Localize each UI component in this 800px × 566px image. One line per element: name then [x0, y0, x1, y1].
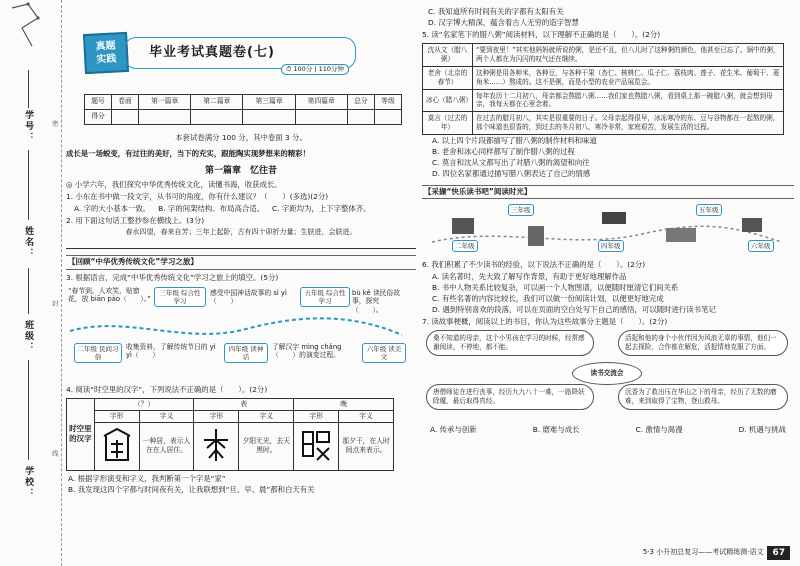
q7-option-c[interactable]: C. 激情与渴漫 [635, 425, 683, 435]
summary-bubble-1: 桑不知道的母亲，这个小男孩在学习的时候，经常感谢阅读，不停地，都不能。 [426, 330, 594, 356]
q4-option-a[interactable]: A. 根据字形演变和字义，我判断第一个字是“家” [68, 473, 226, 483]
score-header-cell: 第四篇章 [295, 95, 347, 110]
grade-tag: 三年级 [508, 204, 534, 216]
section-bar: 【采撷“快乐读书吧”阅读时光】 [422, 185, 794, 199]
grade-tag: 六年级 [748, 240, 774, 252]
meaning-cell: 那夕干，在人时间点来表示。 [339, 422, 394, 470]
meaning-cell: 一种居，表示人在在人居住。 [139, 422, 194, 470]
option-c[interactable]: C. 字距均为，上下字整体齐。 [272, 204, 371, 214]
reading-material-table [422, 43, 784, 135]
q6-option-c[interactable]: C. 有些名著的内容比较长，我们可以做一份阅读计划，以便更好地完成 [432, 294, 664, 304]
score-header-cell: 卷面 [112, 95, 139, 110]
q5-option-c[interactable]: C. 莫言和沈从文都写出了对腊八粥的渴望和向往 [432, 158, 590, 168]
chapter-title: 第一篇章 忆往昔 [204, 165, 277, 176]
right-column [422, 6, 794, 562]
binding-line [28, 150, 29, 220]
question-1-options [74, 204, 416, 214]
author-cell: 沈从文（腊八粥） [423, 43, 473, 66]
chinese-characters-table [66, 398, 394, 471]
score-table [84, 94, 402, 125]
badge-line: 真题 [95, 40, 116, 53]
question-7-options [422, 425, 794, 435]
grade-box-4: 四年级 读神话 [224, 343, 268, 363]
excerpt-cell: 这种粥是用各种米，各种豆，与各种干果（杏仁、核桃仁、瓜子仁、荔枝肉、莲子、花生米、葡萄干、菱角米……）熬成的。这不是粥，而是小型的农业产品展览会。 [473, 66, 784, 89]
q7-option-d[interactable]: D. 机遇与挑战 [738, 425, 786, 435]
title-box [124, 37, 356, 74]
author-cell: 老舍（北京的春节） [423, 66, 473, 89]
sub-head: 字义 [139, 410, 194, 422]
grade-tag: 二年级 [452, 240, 478, 252]
excerpt-cell: “要到夜里！”其实他妈妈就所说的粥，是还不且，但八儿时了这种粥的颜色，他甚至已忘了。锅中的粥，两个人都在为闪闪的叹气还在继续。 [473, 43, 784, 66]
option-a[interactable]: A. 字的大小基本一致。 [74, 204, 151, 214]
score-cell[interactable] [139, 110, 191, 125]
score-header-cell: 第一篇章 [139, 95, 191, 110]
section-bar: 【回顾“中华优秀传统文化”学习之旅】 [66, 255, 416, 269]
chapter-intro: ◎ 小学六年，我们探究中华优秀传统文化，读懂书海，收获成长。 [66, 180, 282, 190]
question-6: 6. 我们积累了不少读书的经验，以下说法不正确的是（ ）。(2分) [422, 260, 646, 270]
excerpt-cell: 每年农历十二月初八，母亲都会熬腊八粥……我们家也熬腊八粥，看到桌上那一碗腊八粥，就会想到母亲，我每天都在心里念着。 [473, 89, 784, 112]
question-3: 3. 根据语言，完成“中华优秀传统文化”学习之旅上的填空。(5分) [66, 272, 279, 282]
question-2-quote: 春水四望，春来自芳；三年上起卧，古有四十卯折力量；生肤进，会肤进。 [125, 228, 357, 237]
answer-line[interactable] [66, 239, 416, 249]
question-1: 1. 小东在书中做一段文字，从书可的角度，你有什么建议？（ ）(多选)(2分) [66, 192, 329, 202]
journey-stop-2: 感受中国神话故事的 sì yì（ ） [210, 288, 287, 306]
journey-stop-5: 了解汉字 mìng chǎng（ ）的演变过程。 [272, 342, 342, 360]
score-header-cell: 等级 [374, 95, 401, 110]
student-number-label: 学号： [23, 110, 34, 143]
score-cell: 得分 [85, 110, 112, 125]
q5-option-d[interactable]: D. 四位名家都通过描写腊八粥表达了自己的情感 [432, 169, 591, 179]
score-cell[interactable] [191, 110, 243, 125]
question-4: 4. 阅读“时空里的汉字”，下列说法不正确的是（ ）。(2分) [66, 384, 268, 394]
table-row [423, 112, 784, 135]
score-cell[interactable] [347, 110, 374, 125]
char-head: （？） [94, 398, 194, 410]
book-summary-bubbles [422, 330, 794, 422]
author-cell: 莫言（过去的年） [423, 112, 473, 135]
table-row [423, 43, 784, 66]
char-head: 表 [194, 398, 294, 410]
score-cell[interactable] [374, 110, 401, 125]
binding-line [28, 360, 29, 460]
table-side-label: 时空里的汉字 [67, 398, 95, 470]
page-footer [643, 546, 790, 560]
summary-bubble-2: 活捉和他的身个小伙伴因为风浪无辜的事情，他们一起去探险，合作都在解危，活捉情地克服了方面。 [618, 330, 788, 356]
score-cell[interactable] [112, 110, 139, 125]
sub-head: 字义 [339, 410, 394, 422]
grade-tag: 五年级 [696, 204, 722, 216]
score-note: 本套试卷满分 100 分，其中卷面 3 分。 [175, 133, 307, 142]
school-label: 学校： [23, 466, 34, 499]
exam-title: 毕业考试真题卷(七) [149, 45, 275, 61]
footer-text: 5·3 小升初总复习——考试精练测·语文 [642, 548, 764, 557]
summary-bubble-4: 沉香为了救出压在华山之下的母亲，经历了无数的磨难，来到取得了宝物，登山救母。 [618, 384, 788, 410]
sub-head: 字形 [294, 410, 339, 422]
exam-header [84, 34, 416, 72]
score-time-text: 100分 | 110分钟 [293, 65, 344, 74]
q4-option-d[interactable]: D. 汉字博大精深，蕴含着古人无穷的造字智慧 [428, 17, 579, 27]
class-label: 班级： [23, 320, 34, 353]
score-cell[interactable] [243, 110, 295, 125]
journey-stop-3: bù kě 读民俗故事，探究（ ）。 [352, 288, 401, 314]
question-7: 7. 读故事梗概，阅读以上的书目，你认为这些故事分主题是（ ）。(2分) [422, 317, 668, 327]
practice-badge [83, 32, 129, 74]
char-head: 晚 [294, 398, 394, 410]
grade-box-2: 五年级 综合性学习 [300, 287, 350, 307]
ancient-glyph-image [194, 422, 239, 470]
motto: 成长是一场蜕变，有过往的美好，当下的充实，跟能陶实现梦想来的精彩！ [66, 148, 310, 158]
q6-option-a[interactable]: A. 读名著时，先大致了解写作背景，有助于更好地理解作品 [432, 272, 627, 282]
q6-option-b[interactable]: B. 书中人物关系比较复杂，可以画一个人物图谱，以便随时厘清它们间关系 [432, 283, 679, 293]
q4-option-c[interactable]: C. 我知道所有时间有关的字都有太阳有关 [428, 7, 564, 16]
seal-mark: 封 [50, 300, 59, 307]
score-cell[interactable] [295, 110, 347, 125]
q7-option-b[interactable]: B. 磨难与成长 [532, 425, 580, 435]
table-row [423, 66, 784, 89]
left-column [66, 6, 416, 562]
grade-tag: 四年级 [598, 240, 624, 252]
excerpt-cell: 在过去的腊月初八，其实是很重要的日子。父母亲起得很早，冰冻寒冷的东、豆与谷物都在一起熬的粥，那个味道也很香的，到过去的冬月初八，寒冷非常，家庭艰苦，发展生活的过程。 [473, 112, 784, 135]
score-header-cell: 题号 [85, 95, 112, 110]
journey-stop-1: “春节到，人欢笑，贴窗花，放 biān pào（ ）。” [68, 286, 151, 304]
sub-head: 字形 [94, 410, 139, 422]
grade-box-1: 三年级 综合性学习 [154, 287, 206, 307]
score-header-cell: 第二篇章 [191, 95, 243, 110]
q7-option-a[interactable]: A. 传承与创新 [430, 425, 477, 435]
exam-meta: ⏱ 100分 | 110分钟 [281, 64, 349, 75]
page-number: 67 [767, 546, 790, 560]
binding-line [28, 268, 29, 314]
q5-option-b[interactable]: B. 老舍和冰心同样都写了制作腊八粥的过程 [432, 147, 575, 157]
sub-head: 字形 [194, 410, 239, 422]
q5-option-a[interactable]: A. 以上四个片段都描写了腊八粥的制作材料和味道 [432, 136, 597, 146]
question-5: 5. 读“名家笔下的腊八粥”阅读材料，以下理解不正确的是（ ）。(2分) [422, 29, 661, 39]
q4-option-b[interactable]: B. 我发现这四个字都与时间夜有关，让我联想到“旦、早、晨”都和白天有关 [68, 484, 315, 494]
book-club-circle: 读书交流会 [572, 362, 642, 385]
learning-journey [66, 285, 416, 383]
badge-line: 实践 [96, 53, 117, 66]
student-name-label: 姓名： [23, 226, 34, 259]
score-header-cell: 第三篇章 [243, 95, 295, 110]
journey-stop-4: 收集资料，了解传统节日的 yì yì（ ） [126, 342, 216, 360]
sub-head: 字义 [239, 410, 294, 422]
binding-margin [0, 0, 62, 566]
option-b[interactable]: B. 字的间架结构、布局高合适。 [158, 204, 265, 214]
score-header-cell: 总分 [347, 95, 374, 110]
question-2: 2. 用下面这句话工整抄参在横线上。(3分) [66, 216, 205, 226]
author-cell: 冰心（腊八粥） [423, 89, 473, 112]
stitch-decoration-icon [8, 0, 48, 60]
grade-box-5: 六年级 读美文 [362, 343, 406, 363]
reading-bookshelf-illustration [422, 202, 794, 258]
ancient-glyph-image [94, 422, 139, 470]
seal-mark: 线 [50, 450, 59, 457]
meaning-cell: 夕阳无光，去天黑时。 [239, 422, 294, 470]
binding-line [28, 70, 29, 108]
grade-box-3: 二年级 民间习俗 [74, 343, 122, 363]
q6-option-d[interactable]: D. 遇到特别喜欢的段落，可以在页面的空白处写下自己的感悟，可以随时进行读书笔记 [432, 305, 716, 315]
seal-mark: 密 [50, 120, 59, 127]
table-row [423, 89, 784, 112]
summary-bubble-3: 唐僧师徒在进行丧事，经历九九八十一难，一路降妖除魔，最后取得真经。 [426, 384, 594, 410]
ancient-glyph-image [294, 422, 339, 470]
